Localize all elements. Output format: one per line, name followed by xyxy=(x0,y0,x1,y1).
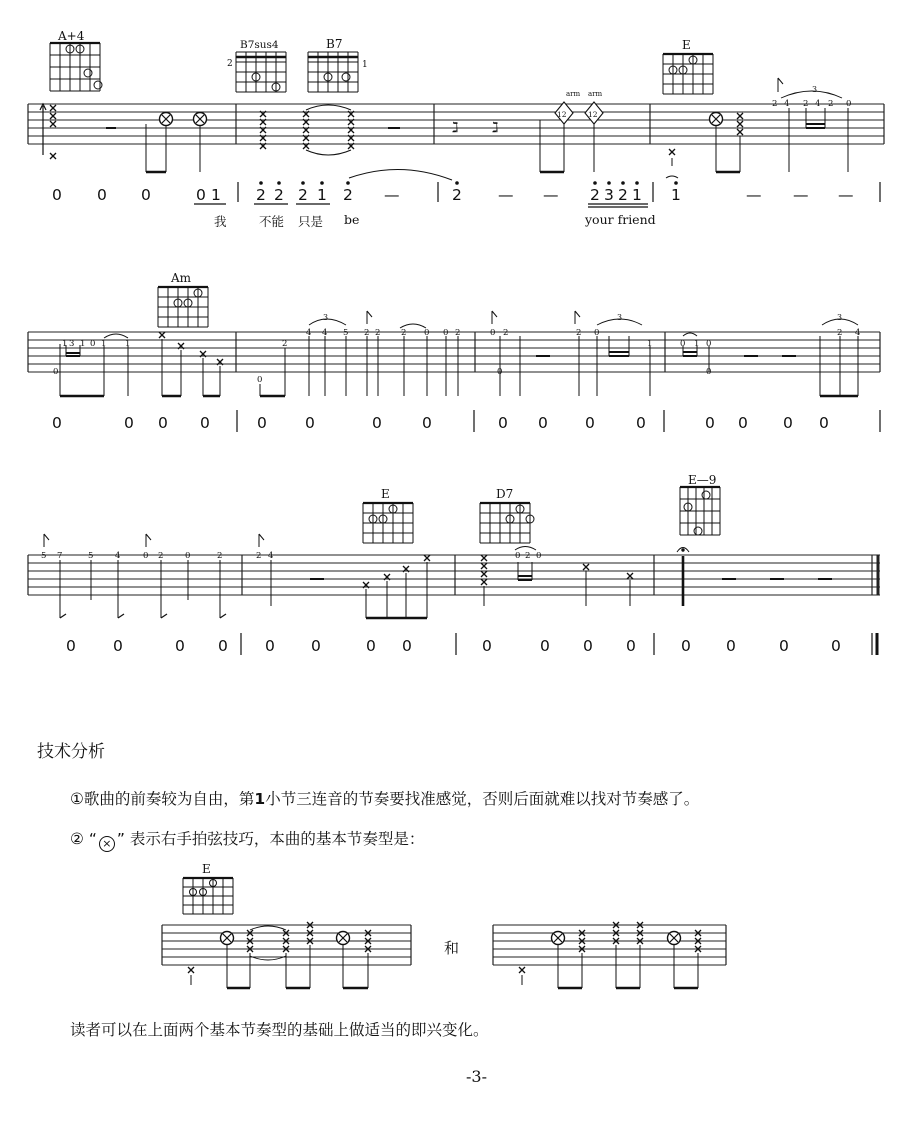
fret-marker-b7sus4: 2 xyxy=(227,59,233,69)
chord-name-am: Am xyxy=(171,271,192,285)
jianpu: 0 xyxy=(305,414,315,432)
chord-diagram-d7 xyxy=(480,503,534,543)
chord-diagram-am xyxy=(158,287,208,327)
tab-num: 2 xyxy=(282,339,288,349)
arm-label-2: arm xyxy=(588,90,603,98)
tab-num: 7 xyxy=(57,551,63,561)
jianpu: 0 xyxy=(726,637,736,655)
jianpu: 0 xyxy=(482,637,492,655)
chord-diagram-e9 xyxy=(680,487,720,535)
tab-num: 0 xyxy=(706,367,712,377)
tab-num: 0 xyxy=(257,375,263,385)
chord-diagram-b7 xyxy=(308,52,358,92)
tab-num: 0 xyxy=(515,551,521,561)
tab-num: 0 xyxy=(846,99,852,109)
tab-num: 2 xyxy=(375,328,381,338)
tab-num: 2 xyxy=(772,99,778,109)
tab-num: 0 xyxy=(490,328,496,338)
tab-num: 4 xyxy=(784,99,790,109)
arm-label-1: arm xyxy=(566,90,581,98)
tab-num: 2 xyxy=(401,328,407,338)
jianpu: 0 xyxy=(257,414,267,432)
chord-name-e-2: E xyxy=(381,487,390,501)
tab-num: 0 xyxy=(497,367,503,377)
chord-diagram-e-2 xyxy=(363,503,413,543)
analysis-heading: 技术分析 xyxy=(37,742,105,762)
harmonic-fret-2: 12 xyxy=(588,110,598,119)
tab-num: 0 xyxy=(53,367,59,377)
tab-num: 4 xyxy=(268,551,274,561)
tab-num: 2 xyxy=(576,328,582,338)
jianpu: 0 xyxy=(175,637,185,655)
jianpu: 1 xyxy=(632,186,642,204)
tab-num: 4 xyxy=(815,99,821,109)
chord-name-e9: E—9 xyxy=(688,473,717,487)
tab-num: 0 xyxy=(143,551,149,561)
tuplet-3: 3 xyxy=(837,313,843,322)
and-label: 和 xyxy=(444,939,460,957)
row2-tab-numbers xyxy=(53,313,860,385)
jianpu: 2 xyxy=(590,186,600,204)
jianpu: 0 xyxy=(583,637,593,655)
lyric-your-friend: your friend xyxy=(585,212,656,227)
tuplet-3: 3 xyxy=(617,313,623,322)
analysis-paragraph-3: 读者可以在上面两个基本节奏型的基础上做适当的即兴变化。 xyxy=(70,1021,489,1039)
jianpu: 0 xyxy=(124,414,134,432)
jianpu: 0 xyxy=(738,414,748,432)
jianpu: — xyxy=(384,186,400,204)
jianpu: 0 xyxy=(779,637,789,655)
tab-num: 4 xyxy=(306,328,312,338)
row1-number-marks xyxy=(194,169,880,207)
tab-staff-3 xyxy=(28,555,880,595)
tab-num: 2 xyxy=(256,551,262,561)
lyric-be: be xyxy=(344,212,360,227)
jianpu: 2 xyxy=(256,186,266,204)
jianpu: 0 xyxy=(705,414,715,432)
tab-num: 4 xyxy=(322,328,328,338)
jianpu: — xyxy=(838,186,854,204)
tab-num: 5 xyxy=(343,328,349,338)
row1-numbers xyxy=(52,186,854,204)
chord-name-b7: B7 xyxy=(326,37,343,51)
jianpu: 0 xyxy=(200,414,210,432)
rhythm-pattern-2-notes xyxy=(519,922,701,988)
row2-numbers xyxy=(52,414,829,432)
jianpu: — xyxy=(498,186,514,204)
jianpu: 0 xyxy=(52,186,62,204)
tab-num: 2 xyxy=(803,99,809,109)
p1-before: 歌曲的前奏较为自由，第 xyxy=(83,790,255,808)
tab-num: 3 xyxy=(69,339,75,349)
jianpu: 0 xyxy=(819,414,829,432)
svg-text:ℷ: ℷ xyxy=(452,120,459,136)
jianpu: — xyxy=(793,186,809,204)
tuplet-3: 3 xyxy=(323,313,329,322)
jianpu: 0 xyxy=(372,414,382,432)
jianpu: 0 xyxy=(626,637,636,655)
lyric-wo: 我 xyxy=(214,214,227,229)
jianpu: — xyxy=(543,186,559,204)
chord-name-e-3: E xyxy=(202,862,211,876)
row3-notation xyxy=(44,534,832,618)
tab-staff-2 xyxy=(28,332,880,372)
jianpu: 2 xyxy=(298,186,308,204)
tab-num: 2 xyxy=(455,328,461,338)
jianpu: 0 xyxy=(540,637,550,655)
chord-name-e-1: E xyxy=(682,38,691,52)
jianpu: 0 xyxy=(831,637,841,655)
chord-diagram-b7sus4 xyxy=(236,52,286,92)
tab-num: 0 xyxy=(185,551,191,561)
tab-num: 1 xyxy=(647,339,653,349)
chord-name-d7: D7 xyxy=(496,487,514,501)
tab-num: 4 xyxy=(115,551,121,561)
jianpu: — xyxy=(746,186,762,204)
harmonic-fret-1: 12 xyxy=(557,110,567,119)
tab-num: 2 xyxy=(217,551,223,561)
tab-num: 0 xyxy=(536,551,542,561)
jianpu: 0 xyxy=(52,414,62,432)
chord-diagrams xyxy=(50,43,720,914)
slap-symbol-icon: × xyxy=(99,836,115,852)
tab-num: 5 xyxy=(88,551,94,561)
row2-notation xyxy=(60,311,861,396)
jianpu: 1 xyxy=(671,186,681,204)
lyric-zhishi: 只是 xyxy=(298,214,324,229)
jianpu: 3 xyxy=(604,186,614,204)
jianpu: 0 xyxy=(113,637,123,655)
jianpu: 0 xyxy=(311,637,321,655)
chord-diagram-a4 xyxy=(50,43,102,91)
tab-num: 1 xyxy=(62,339,68,349)
jianpu: 0 xyxy=(585,414,595,432)
tab-num: 5 xyxy=(41,551,47,561)
svg-text:ℷ: ℷ xyxy=(492,120,499,136)
p1-bold: 1 xyxy=(254,790,266,808)
jianpu: 0 xyxy=(66,637,76,655)
jianpu: 0 xyxy=(141,186,151,204)
jianpu: 1 xyxy=(211,186,221,204)
jianpu: 0 xyxy=(498,414,508,432)
jianpu: 0 xyxy=(538,414,548,432)
jianpu: 0 xyxy=(422,414,432,432)
jianpu: 0 xyxy=(783,414,793,432)
jianpu: 0 xyxy=(218,637,228,655)
tab-num: 2 xyxy=(364,328,370,338)
jianpu: 0 xyxy=(265,637,275,655)
p2-start: ② “ xyxy=(70,830,97,848)
chord-names xyxy=(57,29,716,876)
p2-end: ” 表示右手拍弦技巧，本曲的基本节奏型是： xyxy=(116,830,425,848)
tab-num: 1 xyxy=(101,339,107,349)
tuplet-3-row1: 3 xyxy=(812,85,818,94)
tab-num: 2 xyxy=(525,551,531,561)
jianpu: 0 xyxy=(196,186,206,204)
analysis-paragraph-1 xyxy=(70,787,699,809)
tab-num: 2 xyxy=(158,551,164,561)
row3-tab-numbers xyxy=(41,551,541,561)
tab-num: 0 xyxy=(706,339,712,349)
row3-numbers xyxy=(66,637,841,655)
jianpu: 0 xyxy=(402,637,412,655)
tab-num: 0 xyxy=(90,339,96,349)
p1-after: 小节三连音的节奏要找准感觉，否则后面就难以找对节奏感了。 xyxy=(265,790,700,808)
tab-num: 0 xyxy=(680,339,686,349)
jianpu: 0 xyxy=(366,637,376,655)
tab-num: 4 xyxy=(855,328,861,338)
lyric-buneng: 不能 xyxy=(259,214,285,229)
jianpu: 0 xyxy=(97,186,107,204)
tab-num: 1 xyxy=(80,339,86,349)
tab-num: 2 xyxy=(828,99,834,109)
jianpu: 2 xyxy=(343,186,353,204)
tab-num: 0 xyxy=(424,328,430,338)
fret-marker-b7: 1 xyxy=(362,60,368,70)
tab-num: 2 xyxy=(837,328,843,338)
chord-name-b7sus4: B7sus4 xyxy=(240,39,279,51)
tab-num: 0 xyxy=(594,328,600,338)
jianpu: 1 xyxy=(317,186,327,204)
analysis-paragraph-2 xyxy=(70,827,424,852)
tab-num: 1 xyxy=(694,339,700,349)
p1-marker: ① xyxy=(70,790,84,808)
chord-name-a4: A+4 xyxy=(58,29,85,43)
tab-num: 1 xyxy=(125,339,131,349)
rhythm-pattern-2 xyxy=(493,925,726,965)
jianpu: 0 xyxy=(681,637,691,655)
jianpu: 2 xyxy=(452,186,462,204)
jianpu: 0 xyxy=(158,414,168,432)
chord-diagram-e-3 xyxy=(183,878,233,914)
tab-num: 0 xyxy=(443,328,449,338)
row1-notation xyxy=(40,78,848,172)
rhythm-pattern-1-notes xyxy=(188,922,371,988)
jianpu: 2 xyxy=(274,186,284,204)
jianpu: 2 xyxy=(618,186,628,204)
jianpu: 0 xyxy=(636,414,646,432)
tab-num: 2 xyxy=(503,328,509,338)
page-number: -3- xyxy=(466,1067,487,1086)
chord-diagram-e-1 xyxy=(663,54,713,94)
